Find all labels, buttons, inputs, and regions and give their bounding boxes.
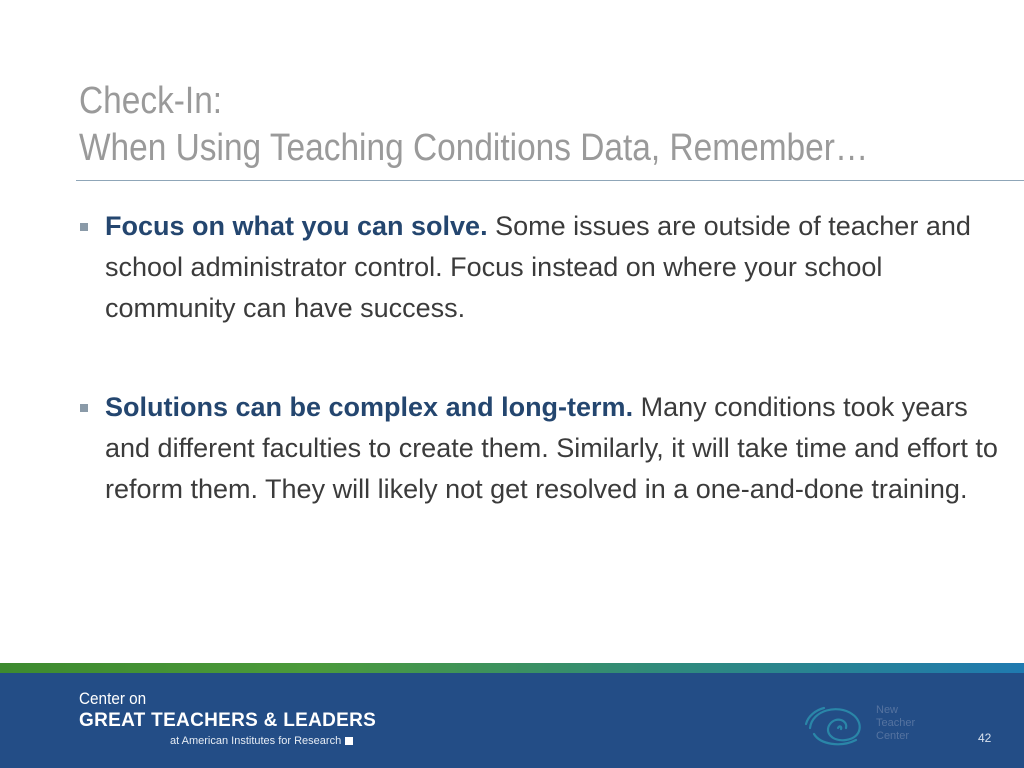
page-number: 42: [978, 731, 992, 745]
footer-stripe: [0, 663, 1024, 673]
bullet-list: [76, 206, 1006, 510]
org-name-line1: Center on: [79, 689, 147, 708]
square-bullet-icon: [80, 404, 88, 412]
title-line-2: When Using Teaching Conditions Data, Remember…: [79, 127, 869, 169]
square-mark-icon: [345, 737, 353, 745]
title-line-1: Check-In:: [79, 80, 223, 122]
bullet-lead: Focus on what you can solve.: [105, 211, 488, 241]
ntc-word-center: Center: [876, 730, 910, 742]
bullet-text: Many conditions took years and different faculties to create them. Similarly, it will take time and effort to reform them. They will likely not get resolved in a one-and-done training.: [105, 392, 998, 504]
title-divider: [76, 180, 1024, 181]
org-affiliation: [170, 735, 353, 747]
bullet-text: Some issues are outside of teacher and school administrator control. Focus instead on where your school community can have success.: [105, 211, 971, 323]
footer-bar: [0, 673, 1024, 768]
square-bullet-icon: [80, 223, 88, 231]
slide-title: [79, 78, 897, 172]
ntc-logo-text: [876, 704, 915, 743]
affiliation-text: at American Institutes for Research: [170, 735, 342, 747]
bullet-item-solutions: [76, 387, 1006, 510]
spiral-swirl-icon: [804, 700, 874, 750]
new-teacher-center-logo: [804, 700, 954, 750]
ntc-word-new: New: [876, 704, 899, 716]
org-name-line2: GREAT TEACHERS & LEADERS: [79, 710, 377, 731]
bullet-lead: Solutions can be complex and long-term.: [105, 392, 634, 422]
org-logo: [79, 689, 376, 733]
ntc-word-teacher: Teacher: [876, 717, 916, 729]
bullet-item-focus: [76, 206, 1006, 329]
